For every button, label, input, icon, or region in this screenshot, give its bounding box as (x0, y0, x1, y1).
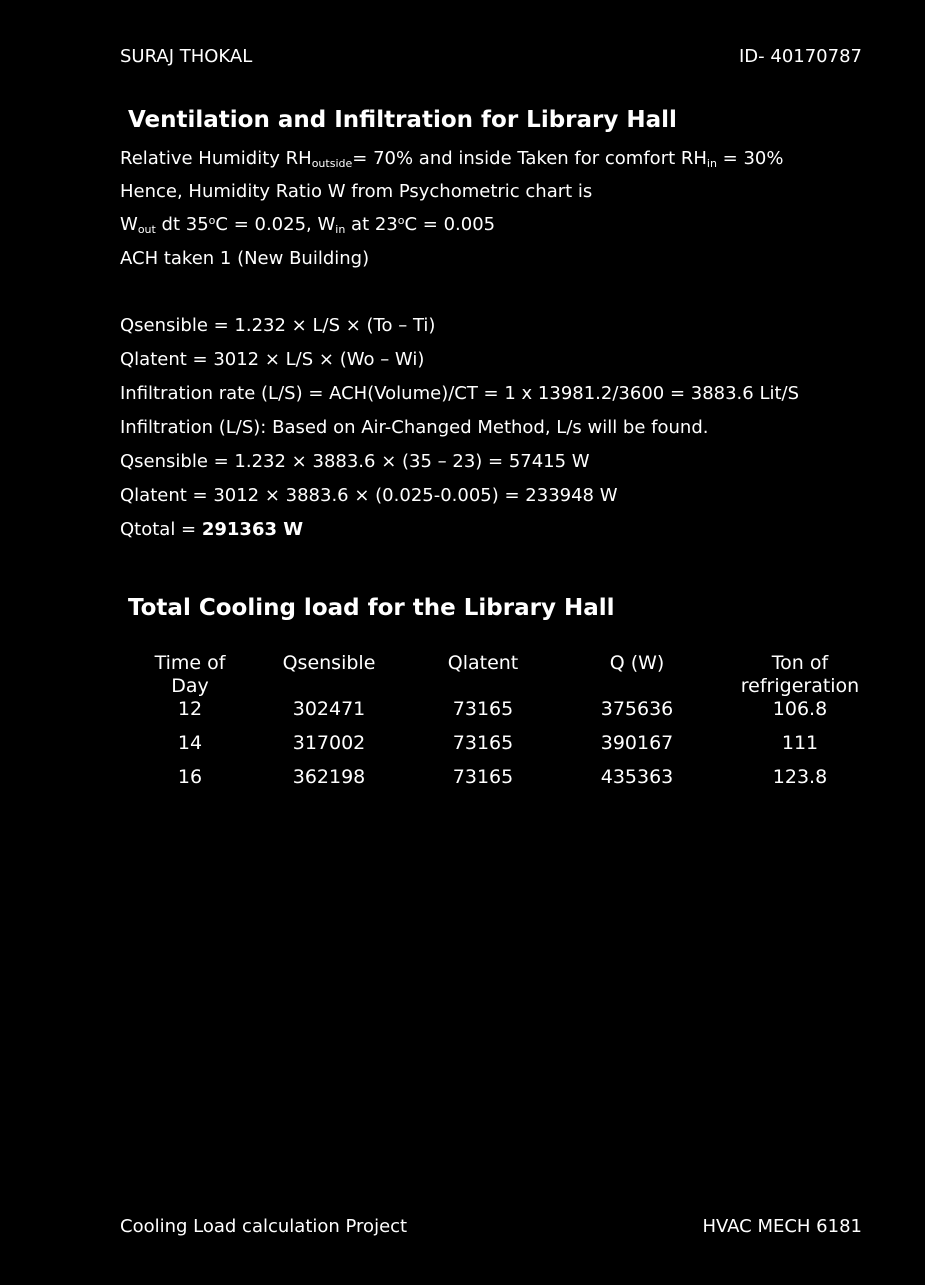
header-text: Ton of (771, 652, 829, 674)
ach-line: ACH taken 1 (New Building) (120, 248, 370, 269)
total-value: 291363 W (201, 519, 304, 540)
calc-sensible-line: Qsensible = 1.232 × 3883.6 × (35 – 23) = 57415 W (120, 451, 590, 472)
rh-text-1: Relative Humidity RH (120, 148, 312, 169)
table-cell: 123.8 (772, 766, 828, 788)
formula-latent: Qlatent = 3012 × L/S × (Wo – Wi) (120, 349, 425, 370)
header-text: Day (171, 675, 209, 697)
cooling-load-table (120, 652, 880, 800)
rh-text-3: = 30% (716, 148, 784, 169)
table-cell: 375636 (600, 698, 674, 720)
infiltration-method-line: Infiltration (L/S): Based on Air-Changed Method, L/s will be found. (120, 417, 709, 438)
table-row (120, 698, 880, 732)
rh-sub-outside: outside (311, 157, 353, 170)
total-line (120, 519, 303, 540)
w-text-3: C = 0.025, W (215, 214, 336, 235)
table-cell: 302471 (292, 698, 366, 720)
w-sup-degree-2: o (397, 214, 405, 227)
w-text-1: W (120, 214, 138, 235)
table-row (120, 766, 880, 800)
table-cell: 106.8 (772, 698, 828, 720)
header-qlatent (448, 652, 519, 675)
total-label: Qtotal = (120, 519, 202, 540)
header-ton-of-refrigeration (741, 652, 859, 698)
header-text: Qsensible (282, 652, 376, 674)
table-cell: 362198 (292, 766, 366, 788)
w-values-line (120, 214, 495, 236)
header-text: Qlatent (447, 652, 519, 674)
w-sup-degree-1: o (208, 214, 216, 227)
section-title-ventilation: Ventilation and Infiltration for Library Hall (128, 107, 677, 133)
table-cell: 73165 (452, 698, 514, 720)
footer-course: HVAC MECH 6181 (702, 1216, 862, 1237)
calc-latent-line: Qlatent = 3012 × 3883.6 × (0.025-0.005) = 233948 W (120, 485, 618, 506)
footer-project: Cooling Load calculation Project (120, 1216, 408, 1237)
table-header-row (120, 652, 880, 698)
w-text-5: C = 0.005 (404, 214, 496, 235)
formula-sensible: Qsensible = 1.232 × L/S × (To – Ti) (120, 315, 436, 336)
table-cell: 317002 (292, 732, 366, 754)
header-text: Q (W) (609, 652, 665, 674)
student-id: ID- 40170787 (738, 46, 862, 67)
infiltration-rate-line: Infiltration rate (L/S) = ACH(Volume)/CT = 1 x 13981.2/3600 = 3883.6 Lit/S (120, 383, 800, 404)
table-cell: 16 (177, 766, 203, 788)
humidity-ratio-line: Hence, Humidity Ratio W from Psychometric chart is (120, 181, 593, 202)
table-row (120, 732, 880, 766)
table-cell: 12 (177, 698, 203, 720)
section-title-cooling-load: Total Cooling load for the Library Hall (128, 595, 615, 621)
header-text: refrigeration (740, 675, 860, 697)
relative-humidity-line (120, 148, 784, 170)
w-text-4: at 23 (345, 214, 398, 235)
table-cell: 14 (177, 732, 203, 754)
table-cell: 390167 (600, 732, 674, 754)
rh-sub-in: in (706, 157, 717, 170)
table-cell: 73165 (452, 766, 514, 788)
header-time-of-day (155, 652, 226, 698)
header-qsensible (283, 652, 376, 675)
header-text: Time of (154, 652, 226, 674)
w-sub-out: out (137, 223, 156, 236)
table-cell: 111 (781, 732, 819, 754)
table-cell: 435363 (600, 766, 674, 788)
w-sub-in: in (335, 223, 346, 236)
header-q-w (610, 652, 665, 675)
rh-text-2: = 70% and inside Taken for comfort RH (352, 148, 707, 169)
w-text-2: dt 35 (155, 214, 209, 235)
author-name: SURAJ THOKAL (120, 46, 253, 67)
table-cell: 73165 (452, 732, 514, 754)
